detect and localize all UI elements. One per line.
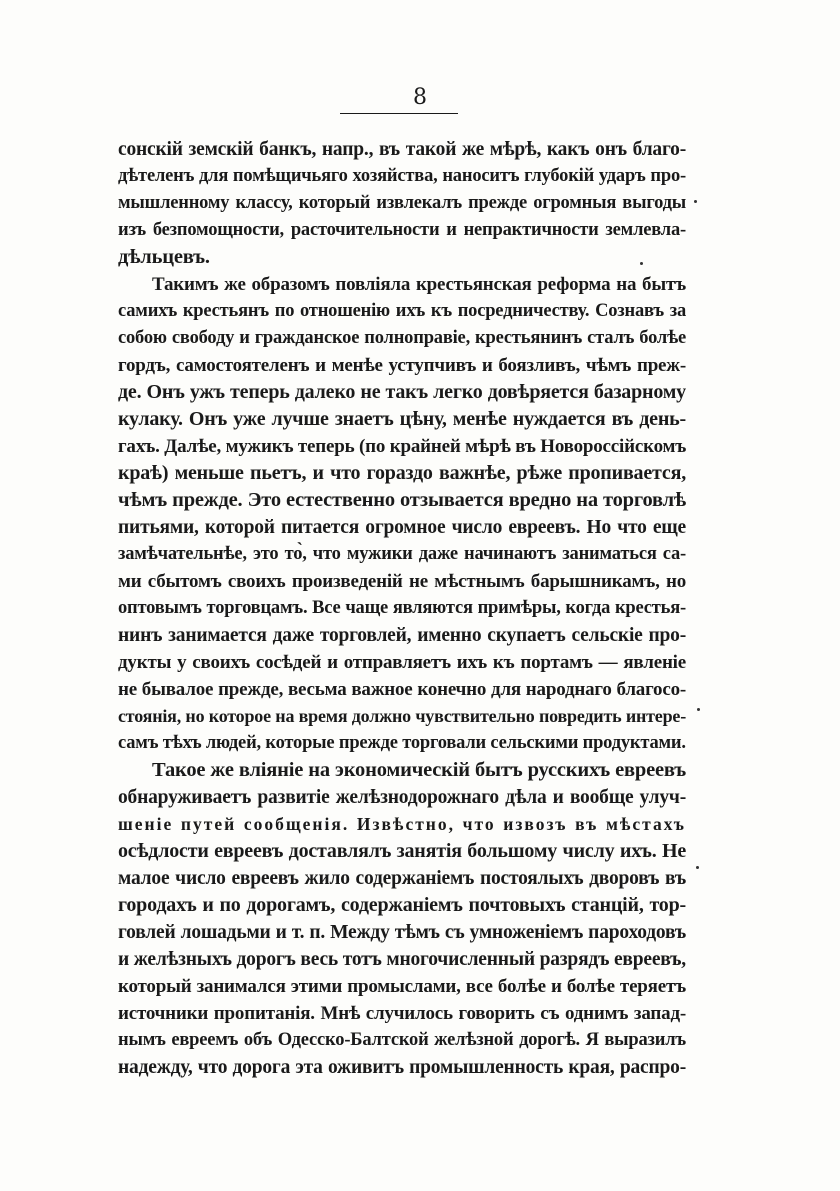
text-line: самихъ крестьянъ по отношенію ихъ къ посредничеству. Сознавъ за	[118, 301, 686, 321]
text-line: питьями, которой питается огромное число евреевъ. Но что еще	[118, 517, 686, 538]
text-line: гордъ, самостоятеленъ и менѣе уступчивъ и боязливъ, чѣмъ преж-	[118, 355, 686, 376]
text-line: замѣчательнѣе, это то̀, что мужики даже начинаютъ заниматься са-	[118, 544, 686, 564]
text-line: самъ тѣхъ людей, которые прежде торговали сельскими продуктами.	[118, 733, 686, 753]
text-line: гахъ. Далѣе, мужикъ теперь (по крайней мѣрѣ въ Новороссійскомъ	[118, 436, 687, 457]
ink-speck	[694, 200, 697, 203]
text-line: обнаруживаетъ развитіе желѣзнодорожнаго дѣла и вообще улуч-	[118, 787, 686, 808]
text-line: говлей лошадьми и т. п. Между тѣмъ съ умноженіемъ пароходовъ	[118, 922, 686, 943]
body-text	[118, 136, 686, 1081]
text-line: городахъ и по дорогамъ, содержаніемъ почтовыхъ станцій, тор-	[118, 894, 686, 916]
text-line: дѣтеленъ для помѣщичьяго хозяйства, наноситъ глубокій ударъ про-	[118, 166, 686, 186]
text-line: оптовымъ торговцамъ. Все чаще являются примѣры, когда крестья-	[118, 598, 686, 618]
paragraph	[118, 136, 686, 271]
ink-speck	[640, 262, 643, 265]
text-line: нинъ занимается даже торговлей, именно скупаетъ сельскіе про-	[118, 625, 686, 646]
text-line: стоянія, но которое на время должно чувствительно повредить интере-	[118, 706, 686, 726]
text-line: надежду, что дорога эта оживитъ промышленность края, распро-	[118, 1057, 686, 1078]
ink-speck	[697, 708, 700, 711]
text-line: и желѣзныхъ дорогъ весь тотъ многочисленный разрядъ евреевъ,	[118, 949, 686, 970]
header-rule	[340, 113, 458, 114]
text-line: не бывалое прежде, весьма важное конечно для народнаго благосо-	[118, 679, 686, 700]
text-line: Такое же вліяніе на экономическій бытъ русскихъ евреевъ	[152, 759, 686, 781]
ink-speck	[696, 866, 699, 869]
page-number: 8	[413, 85, 427, 110]
text-line: который занимался этими промыслами, все болѣе и болѣе теряетъ	[118, 976, 686, 997]
text-line: кулаку. Онъ уже лучше знаетъ цѣну, менѣе нуждается въ день-	[118, 408, 686, 430]
text-line: изъ безпомощности, расточительности и непрактичности землевла-	[118, 220, 686, 240]
text-line: чѣмъ прежде. Это естественно отзывается вредно на торговлѣ	[118, 489, 686, 511]
paragraph	[118, 271, 686, 757]
text-line: мышленному классу, который извлекалъ прежде огромныя выгоды	[118, 193, 686, 213]
text-line: дѣльцевъ.	[118, 246, 210, 268]
text-line: собою свободу и гражданское полноправіе, крестьянинъ сталъ болѣе	[118, 328, 686, 348]
text-line: ми сбытомъ своихъ произведеній не мѣстнымъ барышникамъ, но	[118, 571, 686, 592]
text-line: шеніе путей сообщенія. Извѣстно, что извозъ въ мѣстахъ	[118, 814, 686, 834]
paragraph	[118, 757, 686, 1081]
text-line: сонскій земскій банкъ, напр., въ такой же мѣрѣ, какъ онъ благо-	[118, 139, 686, 160]
text-line: де. Онъ ужъ теперь далеко не такъ легко довѣряется базарному	[118, 381, 686, 403]
text-line: Такимъ же образомъ повліяла крестьянская реформа на бытъ	[152, 274, 686, 295]
text-line: осѣдлости евреевъ доставлялъ занятія большому числу ихъ. Не	[118, 840, 686, 862]
text-line: краѣ) меньше пьетъ, и что гораздо важнѣе, рѣже пропивается,	[118, 462, 686, 484]
text-line: источники пропитанія. Мнѣ случилось говорить съ однимъ запад-	[118, 1003, 686, 1024]
text-line: дукты у своихъ сосѣдей и отправляетъ ихъ къ портамъ — явленіе	[118, 652, 686, 673]
text-line: нымъ евреемъ объ Одесско-Балтской желѣзной дорогѣ. Я выразилъ	[118, 1030, 686, 1050]
text-line: малое число евреевъ жило содержаніемъ постоялыхъ дворовъ въ	[118, 868, 686, 889]
